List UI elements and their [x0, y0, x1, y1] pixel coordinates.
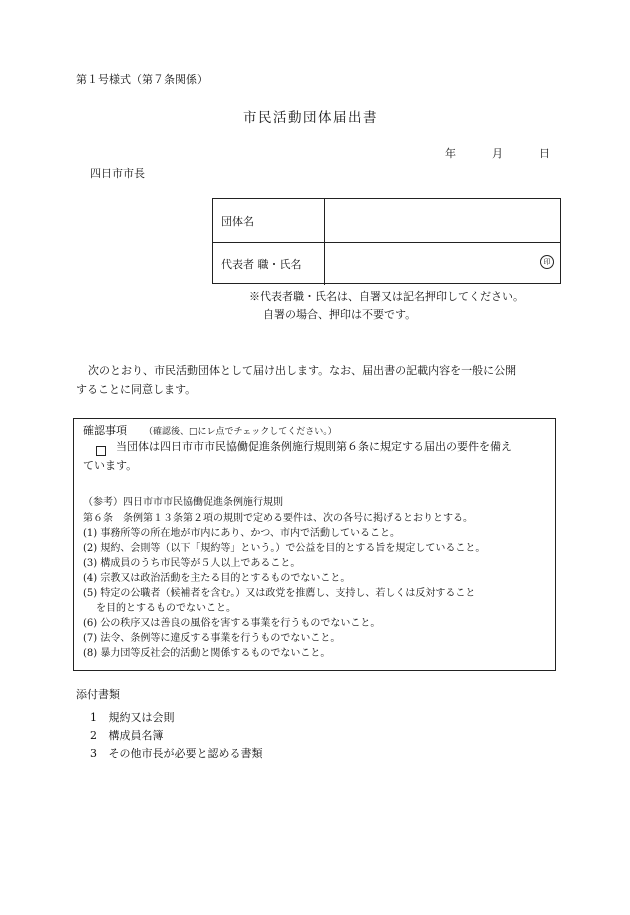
attachment-number: 2 [90, 729, 97, 742]
reference-item: (8) 暴力団等反社会的活動と関係するものでないこと。 [83, 648, 331, 659]
attachment-number: 1 [90, 711, 97, 724]
group-name-row [213, 199, 560, 243]
declaration-line-1: 次のとおり、市民活動団体として届け出します。なお、届出書の記載内容を一般に公開 [88, 364, 517, 377]
attachment-label: 構成員名簿 [108, 729, 164, 742]
seal-mark-icon: 印 [540, 255, 554, 269]
confirm-heading-note: （確認後、□にレ点でチェックしてください。） [144, 427, 337, 437]
attachment-number: 3 [90, 747, 97, 760]
declaration-line-2: することに同意します。 [76, 383, 197, 396]
attachment-item [90, 709, 175, 725]
reference-item: (7) 法令、条例等に違反する事業を行うものでないこと。 [83, 633, 341, 644]
representative-table [212, 198, 561, 284]
attachment-label: その他市長が必要と認める書類 [108, 747, 263, 760]
date-month-label: 月 [492, 147, 503, 160]
document-title: 市民活動団体届出書 [243, 110, 378, 126]
seal-note-2: 自署の場合、押印は不要です。 [263, 308, 417, 321]
reference-item: (1) 事務所等の所在地が市内にあり、かつ、市内で活動していること。 [83, 528, 400, 539]
form-number: 第１号様式（第７条関係） [76, 73, 208, 86]
confirmation-box [73, 418, 556, 671]
column-divider [324, 199, 325, 242]
check-line-2: ています。 [83, 459, 138, 472]
column-divider [324, 242, 325, 285]
attachment-label: 規約又は会則 [108, 711, 175, 724]
reference-item: (4) 宗教又は政治活動を主たる目的とするものでないこと。 [83, 573, 351, 584]
date-year-label: 年 [445, 147, 456, 160]
representative-row [213, 242, 560, 285]
date-day-label: 日 [539, 147, 550, 160]
group-name-label: 団体名 [221, 215, 254, 228]
check-line-1: 当団体は四日市市市民協働促進条例施行規則第６条に規定する届出の要件を備え [116, 440, 512, 453]
representative-label: 代表者 職・氏名 [221, 258, 302, 271]
confirm-heading: 確認事項 [83, 424, 127, 437]
addressee: 四日市市長 [90, 167, 145, 180]
attachment-item [90, 727, 164, 743]
reference-item: (3) 構成員のうち市民等が５人以上であること。 [83, 558, 301, 569]
attachment-item [90, 745, 263, 761]
checkbox-icon[interactable] [96, 446, 106, 456]
reference-item: (5) 特定の公職者（候補者を含む。）又は政党を推薦し、支持し、若しくは反対すること [83, 588, 476, 599]
reference-item: (6) 公の秩序又は善良の風俗を害する事業を行うものでないこと。 [83, 618, 381, 629]
reference-title: （参考）四日市市市民協働促進条例施行規則 [83, 497, 283, 508]
reference-item: (2) 規約、会則等（以下「規約等」という。）で公益を目的とする旨を規定していること。 [83, 543, 486, 554]
attachments-heading: 添付書類 [76, 688, 120, 701]
seal-note-1: ※代表者職・氏名は、自署又は記名押印してください。 [249, 290, 524, 303]
reference-article: 第６条 条例第１３条第２項の規則で定める要件は、次の各号に掲げるとおりとする。 [83, 513, 473, 524]
reference-item-continued: を目的とするものでないこと。 [96, 603, 236, 614]
